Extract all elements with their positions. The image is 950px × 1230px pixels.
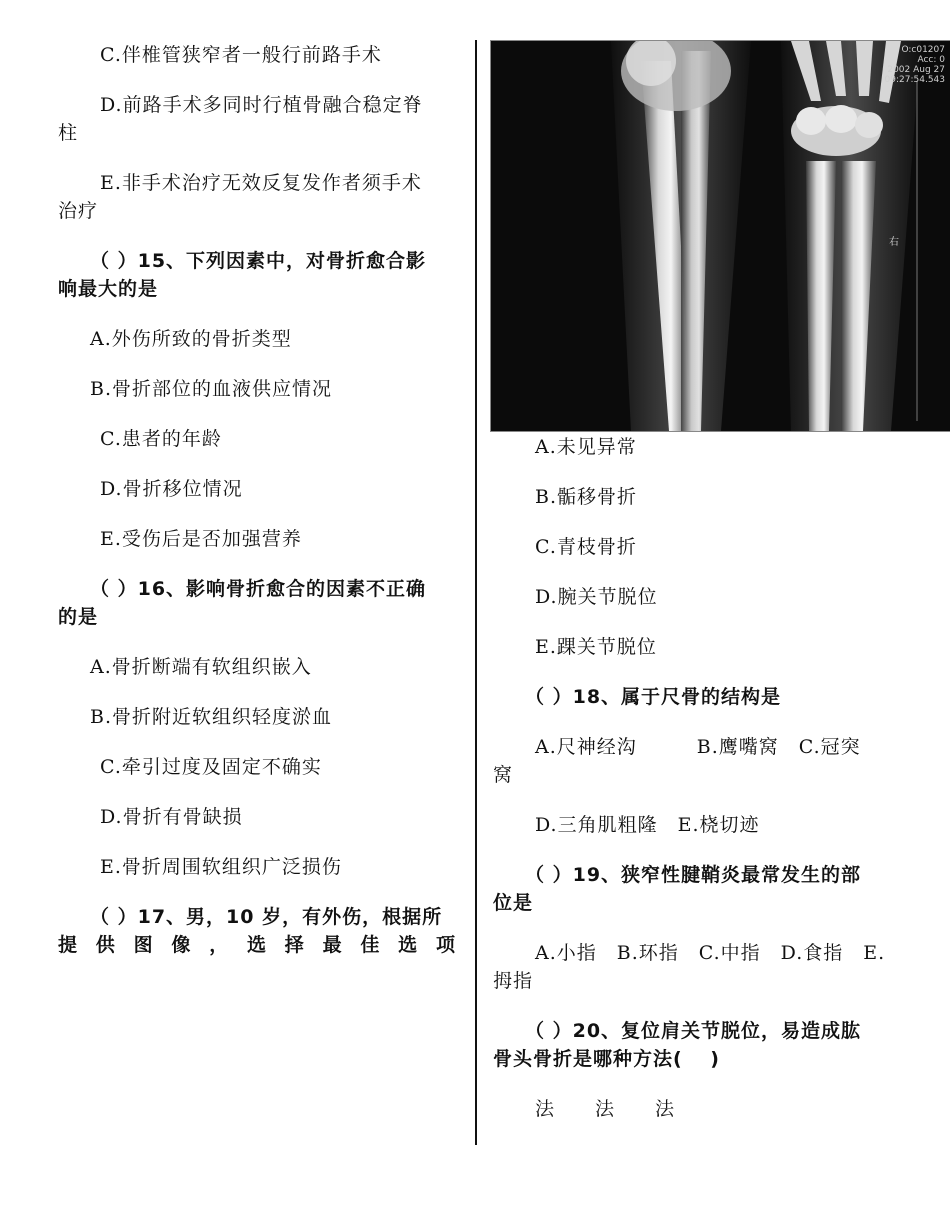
q15-option-a: A.外伤所致的骨折类型	[90, 328, 292, 350]
question-15-cont: 响最大的是	[58, 278, 159, 300]
xray-overlay-text	[885, 45, 945, 85]
q17-word: 提	[58, 934, 79, 956]
q17-word: 最	[322, 934, 343, 956]
question-15: （ ）15、下列因素中，对骨折愈合影	[90, 250, 427, 272]
option-e: E.非手术治疗无效反复发作者须手术	[100, 172, 422, 194]
q17-option-d: D.腕关节脱位	[535, 586, 658, 608]
q17-word: 供	[95, 934, 116, 956]
q16-option-b: B.骨折附近软组织轻度淤血	[90, 706, 333, 728]
q17-word: 选	[246, 934, 267, 956]
q19-options: A.小指 B.环指 C.中指 D.食指 E.	[535, 942, 886, 964]
option-e-cont: 治疗	[58, 200, 99, 222]
xray-overlay-line: 09:27:54.543	[884, 75, 945, 85]
q20-options: 法 法 法	[535, 1098, 676, 1120]
q16-option-a: A.骨折断端有软组织嵌入	[90, 656, 312, 678]
xray-overlay-line: O:c01207	[901, 45, 945, 55]
q18-options: A.尺神经沟 B.鹰嘴窝 C.冠突	[535, 736, 861, 758]
question-17: （ ）17、男，10 岁，有外伤，根据所	[90, 906, 443, 928]
q15-option-d: D.骨折移位情况	[100, 478, 243, 500]
question-19-cont: 位是	[493, 892, 534, 914]
xray-overlay-line: Acc: 0	[917, 55, 945, 65]
question-17-cont	[58, 930, 456, 957]
question-19: （ ）19、狭窄性腱鞘炎最常发生的部	[525, 864, 862, 886]
q17-word: 图	[133, 934, 154, 956]
q17-option-b: B.骺移骨折	[535, 486, 638, 508]
column-divider	[475, 40, 477, 1145]
question-20: （ ）20、复位肩关节脱位，易造成肱	[525, 1020, 862, 1042]
q18-options-2: D.三角肌粗隆 E.桡切迹	[535, 814, 760, 836]
question-18: （ ）18、属于尺骨的结构是	[525, 686, 782, 708]
xray-side-label: 右	[889, 237, 899, 248]
q18-options-cont: 窝	[493, 764, 514, 786]
question-20-cont: 骨头骨折是哪种方法( )	[493, 1048, 720, 1070]
option-d: D.前路手术多同时行植骨融合稳定脊	[100, 94, 423, 116]
q17-word: 佳	[360, 934, 381, 956]
forearm-xray-graphic	[491, 41, 950, 431]
q17-option-a: A.未见异常	[535, 436, 637, 458]
q15-option-b: B.骨折部位的血液供应情况	[90, 378, 333, 400]
option-d-cont: 柱	[58, 122, 79, 144]
q15-option-e: E.受伤后是否加强营养	[100, 528, 302, 550]
option-c: C.伴椎管狭窄者一般行前路手术	[100, 44, 382, 66]
xray-image	[490, 40, 950, 432]
q17-word: 选	[398, 934, 419, 956]
q17-word: 像	[171, 934, 192, 956]
question-16-cont: 的是	[58, 606, 99, 628]
q15-option-c: C.患者的年龄	[100, 428, 222, 450]
q16-option-c: C.牵引过度及固定不确实	[100, 756, 322, 778]
q19-options-cont: 拇指	[493, 970, 534, 992]
q17-word: 项	[435, 934, 456, 956]
q16-option-e: E.骨折周围软组织广泛损伤	[100, 856, 342, 878]
q16-option-d: D.骨折有骨缺损	[100, 806, 243, 828]
xray-overlay-line: 2002 Aug 27	[887, 65, 945, 75]
q17-word: 择	[284, 934, 305, 956]
q17-word: ，	[209, 934, 230, 956]
q17-option-c: C.青枝骨折	[535, 536, 637, 558]
q17-option-e: E.踝关节脱位	[535, 636, 657, 658]
question-16: （ ）16、影响骨折愈合的因素不正确	[90, 578, 427, 600]
